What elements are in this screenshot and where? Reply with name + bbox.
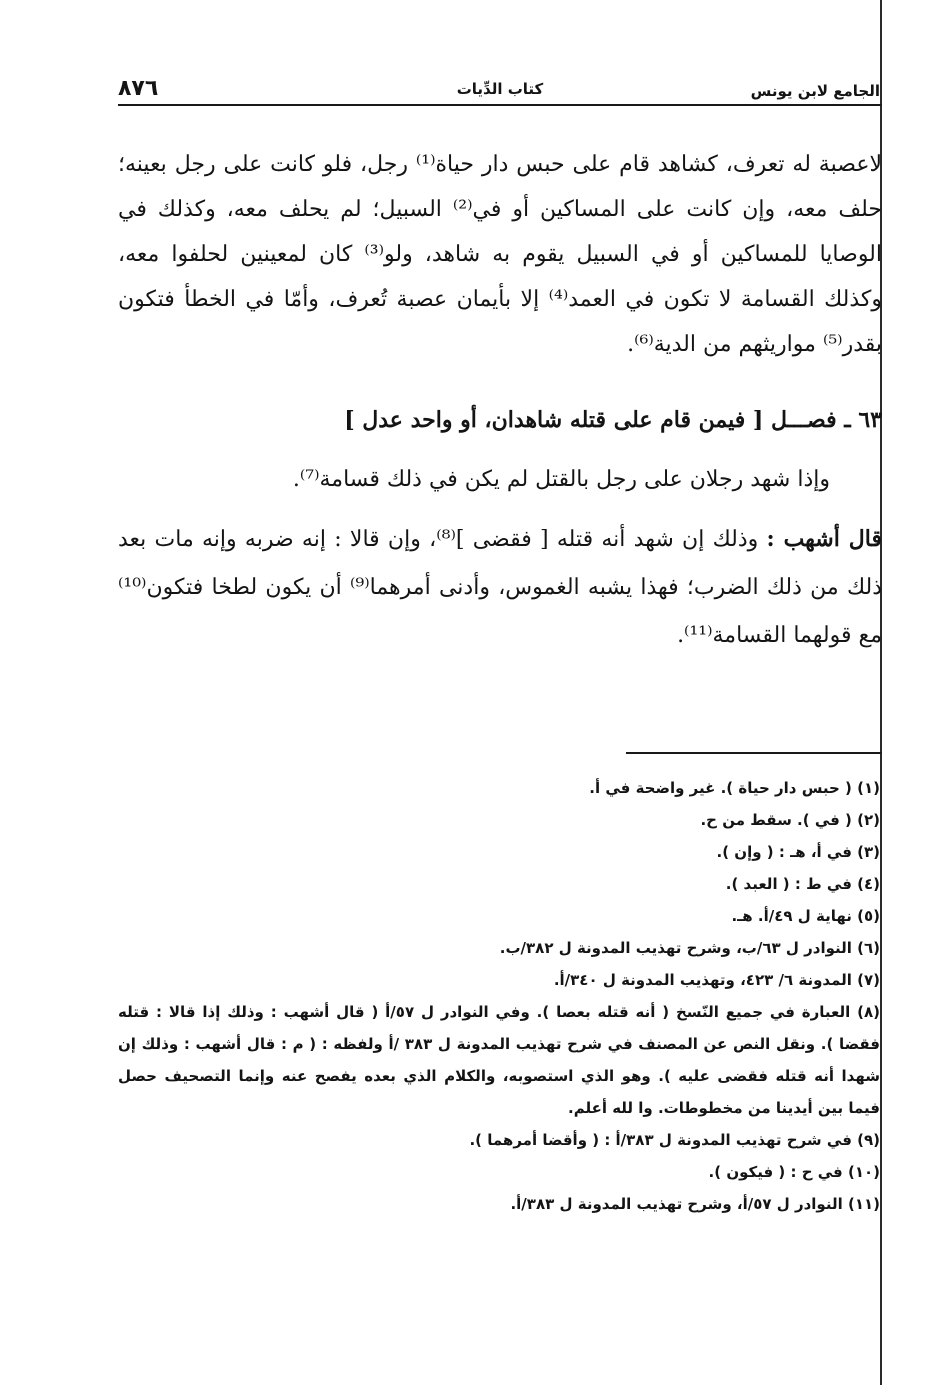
chapter-title: كتاب الدِّيات — [456, 80, 544, 98]
section-heading: ٦٣ ـ فصـــل [ فيمن قام على قتله شاهدان، أو واحد عدل ] — [344, 407, 882, 433]
quoted-text: وذلك إن شهد أنه قتله [ فقضى ]⁽⁸⁾، وإن قالا : إنه ضربه وإنه مات بعد ذلك من ذلك الضرب؛ فهذا يشبه الغموس، وأدنى أمرهما⁽⁹⁾ أن يكون لطخا فتكون⁽¹⁰⁾ مع قولهما القسامة⁽¹¹⁾. — [118, 527, 883, 648]
speaker-label: قال أشهب : — [766, 526, 882, 552]
footnote-item: (٩) في شرح تهذيب المدونة ل ٣٨٣/أ : ( وأقضا أمرهما ). — [469, 1131, 880, 1149]
footnote-item: (٥) نهاية ل ٤٩/أ. هـ. — [731, 907, 880, 925]
footnote-item: (٣) في أ، هـ : ( وإن ). — [716, 843, 880, 861]
footnote-item: (١١) النوادر ل ٥٧/أ، وشرح تهذيب المدونة ل ٣٨٣/أ. — [510, 1195, 880, 1213]
body-paragraph-2: وإذا شهد رجلان على رجل بالقتل لم يكن في ذلك قسامة⁽⁷⁾. — [292, 467, 830, 492]
footnote-item: (٨) العبارة في جميع النّسخ ( أنه قتله بعصا ). وفي النوادر ل ٥٧/أ ( قال أشهب : وذلك إذا قالا : قتله فقضا ). ونقل النص عن المصنف في شرح تهذيب المدونة ل ٣٨٣ /أ ولفظه : ( م : قال أشهب : وذلك إن شهدا أنه قتله فقضى عليه ). وهو الذي استصوبه، والكلام الذي بعده يفصح عنه وإنما التصحيف حصل فيما بين أيدينا من مخطوطات. وا لله أعلم. — [118, 1003, 880, 1117]
header-divider — [118, 104, 882, 106]
footnote-item: (١) ( حبس دار حياة ). غير واضحة في أ. — [589, 779, 880, 797]
footnote-divider — [626, 752, 882, 754]
page-number: ٨٧٦ — [118, 76, 159, 101]
footnote-item: (٧) المدونة ٦/ ٤٢٣، وتهذيب المدونة ل ٣٤٠/أ. — [553, 971, 880, 989]
footnote-item: (٤) في ط : ( العبد ). — [725, 875, 880, 893]
footnotes-list — [118, 772, 880, 1220]
footnote-item: (٦) النوادر ل ٦٣/ب، وشرح تهذيب المدونة ل ٣٨٢/ب. — [499, 939, 880, 957]
book-running-title: الجامع لابن يونس — [750, 82, 880, 100]
footnote-item: (٢) ( في ). سقط من ح. — [700, 811, 880, 829]
body-paragraph-1: لاعصبة له تعرف، كشاهد قام على حبس دار حياة⁽¹⁾ رجل، فلو كانت على رجل بعينه؛ حلف معه، وإن كانت على المساكين أو في⁽²⁾ السبيل؛ لم يحلف معه، وكذلك في الوصايا للمساكين أو في السبيل يقوم به شاهد، ولو⁽³⁾ كان لمعينين لحلفوا معه، وكذلك القسامة لا تكون في العمد⁽⁴⁾ إلا بأيمان عصبة تُعرف، وأمّا في الخطأ فتكون بقدر⁽⁵⁾ مواريثهم من الدية⁽⁶⁾. — [118, 152, 882, 357]
body-paragraph-3 — [118, 515, 882, 660]
page-header — [118, 74, 882, 104]
footnote-item: (١٠) في ح : ( فيكون ). — [708, 1163, 880, 1181]
